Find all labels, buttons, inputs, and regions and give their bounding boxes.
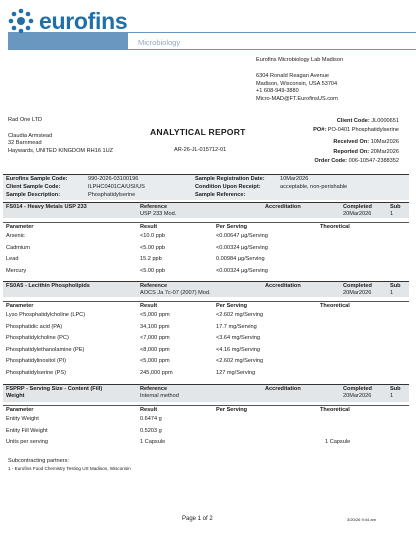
col-per-serving: Per Serving (216, 407, 248, 413)
table-row (3, 254, 409, 266)
table-row (3, 322, 409, 334)
table-row (3, 333, 409, 345)
cell-result: 15.2 ppb (140, 256, 162, 263)
cell-parameter: Lyso Phosphatidylcholine (LPC) (6, 312, 86, 318)
division-name: Microbiology (138, 38, 181, 47)
reported-label: Reported On: (333, 148, 370, 155)
condition-value: acceptable, non-perishable (280, 183, 348, 190)
sample-code-value: 990-2026-03100196 (88, 176, 139, 182)
cell-per-serving: 0.00984 µg/Serving (216, 256, 265, 263)
section-title: FSPRP - Serving Size - Content (Fill) (6, 386, 103, 392)
section-serving-size-header (3, 384, 409, 402)
client-sample-code-label: Client Sample Code: (6, 183, 61, 190)
col-parameter: Parameter (6, 407, 34, 413)
cell-result: 245,000 ppm (140, 370, 173, 376)
cell-per-serving: <4.16 mg/Serving (216, 346, 260, 353)
cell-parameter: Entity Weight (6, 416, 39, 422)
cell-result: <10.0 ppb (140, 233, 166, 239)
completed-label: Completed (343, 283, 372, 289)
section-heavy-metals-header (3, 202, 409, 218)
client-address (8, 117, 113, 156)
cell-theoretical: 1 Capsule (325, 439, 351, 446)
col-result: Result (140, 224, 158, 230)
cell-parameter: Phosphatidylethanolamine (PE) (6, 346, 85, 353)
subcontracting-partner: 1 - Eurofins Food Chemistry Testing US Madison, Wisconsin (8, 466, 131, 471)
sub-label: Sub (390, 204, 401, 210)
table-row (3, 426, 409, 438)
col-per-serving: Per Serving (216, 303, 248, 309)
section-title: FS014 - Heavy Metals USP 233 (6, 204, 87, 210)
lab-address (256, 73, 338, 103)
order-code-value: 006-10547-2388352 (348, 157, 399, 164)
reference-value: Internal method (140, 392, 179, 399)
section-title: FS0A5 - Lecithin Phospholipids (6, 283, 90, 289)
lab-email: Micro-MAD@FT.EurofinsUS.com (256, 95, 338, 102)
completed-label: Completed (343, 204, 372, 210)
sample-desc-label: Sample Description: (6, 191, 61, 198)
cell-parameter: Units per serving (6, 439, 48, 446)
received-label: Received On: (333, 139, 370, 146)
subcontracting-title: Subcontracting partners: (8, 458, 69, 464)
table-row (3, 356, 409, 368)
col-theoretical: Theoretical (320, 303, 350, 309)
accreditation-label: Accreditation (265, 204, 301, 210)
completed-label: Completed (343, 386, 372, 392)
print-datetime: 3/20/26 9:44 am (347, 517, 376, 522)
cell-per-serving: <0.00324 µg/Serving (216, 244, 268, 251)
reference-label: Reference (140, 283, 168, 289)
cell-per-serving: 17.7 mg/Serving (216, 323, 257, 330)
cell-parameter: Lead (6, 256, 19, 263)
cell-parameter: Phosphatidylinositol (PI) (6, 358, 67, 365)
cell-per-serving: <0.00647 µg/Serving (216, 233, 268, 239)
lab-address-line: Madison, Wisconsin, USA 53704 (256, 80, 338, 87)
cell-per-serving: <0.00324 µg/Serving (216, 267, 268, 274)
accreditation-label: Accreditation (265, 283, 301, 289)
po-label: PO#: (313, 127, 327, 134)
reference-value: USP 233 Mod. (140, 210, 177, 217)
client-code-value: JL0000651 (371, 118, 399, 124)
cell-parameter: Phosphatidylcholine (PC) (6, 335, 69, 342)
eurofins-logo-mark-icon (8, 8, 34, 34)
table-row (3, 368, 409, 380)
table-row (3, 345, 409, 357)
col-per-serving: Per Serving (216, 224, 248, 230)
lab-name: Eurofins Microbiology Lab Madison (256, 57, 344, 63)
client-city: Haywards, UNITED KINGDOM RH16 1UZ (8, 148, 114, 155)
table-row (3, 414, 409, 426)
cell-parameter: Entity Fill Weight (6, 427, 48, 434)
client-company: Rad One LTD (8, 117, 43, 123)
col-theoretical: Theoretical (320, 407, 350, 413)
order-meta (313, 117, 399, 166)
sub-value: 1 (390, 289, 394, 296)
po-value: PO-0401 Phosphatidylserine (327, 127, 399, 134)
col-result: Result (140, 303, 158, 309)
cell-result: 0.6474 g (140, 416, 162, 422)
report-title: ANALYTICAL REPORT (150, 127, 246, 137)
reference-value: AOCS Ja 7c-07 (2007) Mod. (140, 289, 211, 296)
lab-address-line: 6304 Ronald Reagan Avenue (256, 73, 329, 79)
page-number: Page 1 of 2 (182, 516, 213, 522)
condition-label: Condition Upon Receipt: (195, 183, 261, 190)
sub-label: Sub (390, 283, 401, 289)
lab-phone: +1 608-949-3880 (256, 88, 299, 95)
reference-label: Reference (140, 204, 168, 210)
sub-value: 1 (390, 392, 394, 399)
registration-date-value: 10Mar2026 (280, 176, 309, 182)
table-row (3, 243, 409, 255)
cell-per-serving: <2.602 mg/Serving (216, 312, 264, 318)
sub-label: Sub (390, 386, 401, 392)
header-band-left-gap (0, 32, 8, 50)
sample-info (3, 174, 409, 200)
client-sample-code-value: ILPHC0401CA/USI/US (88, 183, 145, 190)
cell-parameter: Phosphatidylserine (PS) (6, 370, 67, 376)
sample-code-label: Eurofins Sample Code: (6, 176, 68, 182)
completed-value: 20Mar2026 (343, 289, 372, 296)
section-lecithin-header (3, 281, 409, 297)
order-code-label: Order Code: (314, 157, 348, 164)
col-parameter: Parameter (6, 303, 34, 309)
client-contact: Claudia Armstead (8, 132, 53, 139)
received-value: 10Mar2026 (370, 139, 399, 146)
cell-per-serving: <3.64 mg/Serving (216, 335, 260, 342)
cell-parameter: Phosphatidic acid (PA) (6, 323, 63, 330)
cell-parameter: Mercury (6, 267, 27, 274)
col-theoretical: Theoretical (320, 224, 350, 230)
cell-result: <5.00 ppb (140, 267, 166, 274)
accreditation-label: Accreditation (265, 386, 301, 392)
table-row (3, 231, 409, 243)
cell-per-serving: <2.602 mg/Serving (216, 358, 264, 365)
cell-result: 0.5203 g (140, 427, 162, 434)
reference-label: Reference (140, 386, 168, 392)
cell-parameter: Arsenic (6, 233, 25, 239)
col-result: Result (140, 407, 158, 413)
cell-result: <5.00 ppb (140, 244, 166, 251)
cell-per-serving: 127 mg/Serving (216, 370, 256, 376)
registration-date-label: Sample Registration Date: (195, 176, 265, 182)
eurofins-logo (8, 8, 168, 46)
brand-name: eurofins (39, 8, 128, 34)
cell-result: <5,000 ppm (140, 312, 170, 318)
sub-value: 1 (390, 210, 394, 217)
sample-desc-value: Phosphatidylserine (88, 191, 136, 198)
table-row (3, 437, 409, 449)
table-row (3, 310, 409, 322)
client-street: 32 Barnmead (8, 140, 42, 147)
completed-value: 20Mar2026 (343, 210, 372, 217)
cell-result: 1 Capsule (140, 439, 166, 446)
cell-result: <5,000 ppm (140, 358, 170, 365)
reported-value: 20Mar2026 (370, 148, 399, 155)
sample-reference-label: Sample Reference: (195, 191, 246, 198)
cell-parameter: Cadmium (6, 244, 30, 251)
section-title-line2: Weight (6, 392, 25, 399)
cell-result: 34,100 ppm (140, 323, 170, 330)
report-id: AR-26-JL-015712-01 (174, 147, 227, 153)
cell-result: <8,000 ppm (140, 346, 170, 353)
table-row (3, 266, 409, 278)
col-parameter: Parameter (6, 224, 34, 230)
client-code-label: Client Code: (336, 118, 370, 124)
completed-value: 20Mar2026 (343, 392, 372, 399)
cell-result: <7,000 ppm (140, 335, 170, 342)
